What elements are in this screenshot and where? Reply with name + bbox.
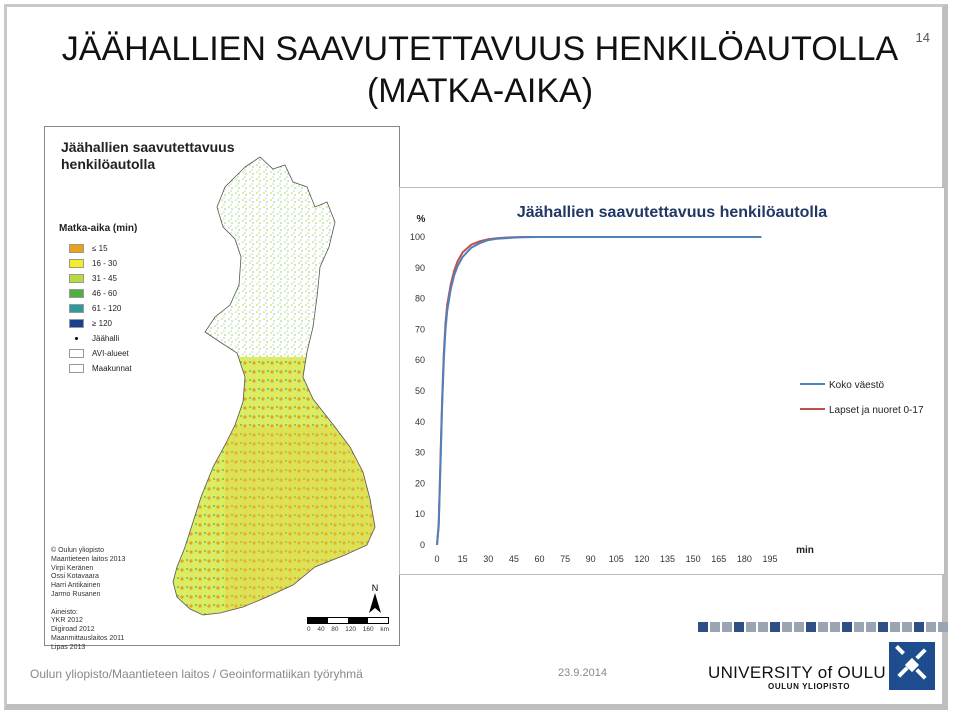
credit-line: Aineisto: [51,608,78,616]
y-tick-label: 60 [414,355,425,366]
credit-line: Ossi Kotavaara [51,573,99,581]
scale-label: 160 [362,626,374,633]
legend-label: 46 - 60 [92,289,117,298]
legend-label: 61 - 120 [92,304,122,313]
credit-line: Maanmittauslaitos 2011 [51,634,125,642]
scale-bar [307,617,389,633]
map-title-line1: Jäähallien saavutettavuus [61,139,235,155]
x-axis-label: min [796,545,814,556]
north-arrow [369,583,381,615]
legend-item [69,316,132,331]
legend-swatch [69,304,84,313]
slide-title-line2: (MATKA-AIKA) [366,72,594,110]
legend-item [69,346,132,361]
x-tick-label: 195 [762,554,778,564]
scale-label: 120 [345,626,357,633]
stripe-block [734,622,744,632]
footer-date: 23.9.2014 [558,667,607,679]
stripe-block [806,622,816,632]
slide-title-line1: JÄÄHALLIEN SAAVUTETTAVUUS HENKILÖAUTOLLA [61,30,899,68]
legend-swatch [69,244,84,253]
y-tick-label: 0 [419,540,425,550]
x-tick-label: 120 [634,554,650,564]
university-logo-icon [889,642,935,690]
stripe-block [698,622,708,632]
y-tick-label: 50 [414,386,425,396]
x-tick-label: 135 [660,554,676,564]
footer-stripe-decoration [698,622,948,634]
stripe-block [842,622,852,632]
scale-label: 80 [331,626,339,633]
x-tick-label: 75 [560,554,571,564]
legend-label: Jäähalli [92,334,120,343]
map-legend [69,241,132,376]
stripe-block [830,622,840,632]
map-title [61,139,235,173]
y-tick-label: 100 [409,232,425,242]
y-tick-label: 20 [414,478,425,489]
map-legend-title: Matka-aika (min) [59,223,138,234]
stripe-block [818,622,828,632]
credit-line: Jarmo Rusanen [51,590,101,598]
scale-label: 0 [307,626,311,633]
map-credits [51,547,125,653]
university-name: UNIVERSITY of OULU [708,663,886,682]
legend-item [69,301,132,316]
x-tick-label: 150 [685,554,701,564]
footer-text: Oulun yliopisto/Maantieteen laitos / Geoinformatiikan työryhmä [30,667,363,681]
stripe-block [746,622,756,632]
y-axis-label: % [416,214,426,225]
legend-item [69,256,132,271]
stripe-block [770,622,780,632]
x-tick-label: 60 [534,554,545,564]
stripe-block [902,622,912,632]
y-tick-label: 80 [414,293,425,304]
map-title-line2: henkilöautolla [61,156,156,172]
scale-unit: km [380,626,389,633]
legend-item [69,361,132,376]
legend-label: ≥ 120 [92,319,112,328]
stripe-block [758,622,768,632]
stripe-block [794,622,804,632]
university-subtitle: OULUN YLIOPISTO [768,682,851,691]
x-tick-label: 105 [608,554,624,564]
slide-title [30,28,930,112]
y-tick-label: 40 [414,416,425,427]
credit-line: YKR 2012 [51,617,83,625]
stripe-block [722,622,732,632]
series-line [437,237,762,545]
legend-item [69,331,132,346]
x-tick-label: 0 [434,554,440,564]
legend-label: Lapset ja nuoret 0-17 [829,405,924,416]
x-tick-label: 30 [483,554,494,564]
stripe-block [854,622,864,632]
credit-line: Virpi Keränen [51,564,94,572]
credit-line: Harri Antikainen [51,582,101,590]
accessibility-chart [400,188,944,574]
legend-item [69,241,132,256]
legend-item [69,271,132,286]
scale-label: 40 [317,626,325,633]
y-tick-label: 70 [414,324,425,335]
credit-line: Lipas 2013 [51,643,86,651]
y-tick-label: 30 [414,447,425,458]
legend-label: 16 - 30 [92,259,117,268]
legend-swatch [69,259,84,268]
north-label: N [371,583,379,593]
stripe-block [866,622,876,632]
x-tick-label: 15 [457,554,468,564]
legend-label: AVI-alueet [92,349,129,358]
y-tick-label: 10 [414,509,425,520]
y-tick-label: 90 [414,262,425,273]
slide-number: 14 [915,30,930,45]
scale-bar-graphic [307,617,389,624]
x-tick-label: 90 [585,554,596,564]
x-tick-label: 180 [736,554,752,564]
series-line [437,237,762,545]
stripe-block [890,622,900,632]
x-tick-label: 165 [711,554,727,564]
stripe-block [914,622,924,632]
stripe-block [782,622,792,632]
legend-swatch [69,349,84,358]
credit-line [51,600,125,609]
stripe-block [710,622,720,632]
accessibility-map [44,126,400,651]
credit-line: Maantieteen laitos 2013 [51,555,126,563]
stripe-block [926,622,936,632]
legend-swatch [69,364,84,373]
legend-label: Maakunnat [92,364,132,373]
scale-labels [307,626,389,633]
legend-swatch [69,274,84,283]
credit-line: © Oulun yliopisto [51,547,105,554]
legend-swatch [69,319,84,328]
legend-label: 31 - 45 [92,274,117,283]
stripe-block [938,622,948,632]
legend-label: ≤ 15 [92,244,108,253]
legend-swatch [69,334,84,343]
legend-swatch [69,289,84,298]
credit-line: Digiroad 2012 [51,626,95,634]
x-tick-label: 45 [508,554,519,564]
north-arrow-icon [369,593,381,613]
legend-item [69,286,132,301]
legend-label: Koko väestö [829,380,885,391]
chart-title: Jäähallien saavutettavuus henkilöautolla [516,204,828,221]
stripe-block [878,622,888,632]
chart-panel [399,187,945,575]
